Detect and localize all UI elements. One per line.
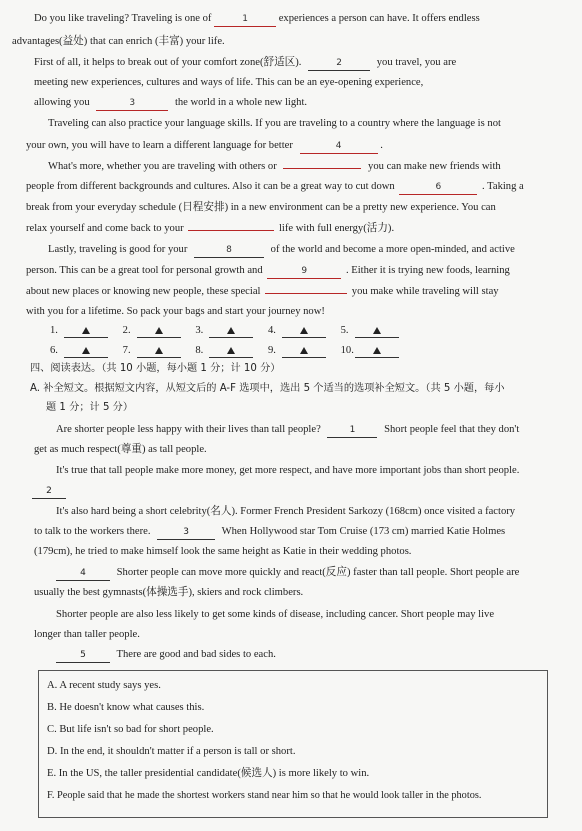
cloze-line xyxy=(26,180,524,195)
option-f[interactable]: F. People said that he made the shortest workers stand near him so that he would look taller in the photos. xyxy=(47,790,482,801)
text: to talk to the workers there. xyxy=(34,526,151,537)
triangle-icon xyxy=(82,347,90,354)
text: First of all, it helps to break out of your comfort zone(舒适区). xyxy=(34,57,302,68)
blank-8[interactable]: 8 xyxy=(194,243,264,258)
text: advantages(益处) that can enrich (丰富) your life. xyxy=(12,36,225,47)
part-a-instructions-cont: 题 1 分；计 5 分） xyxy=(46,402,134,413)
text: Traveling can also practice your language skills. If you are traveling to a country where the language is not xyxy=(48,118,501,129)
answer-slot[interactable] xyxy=(123,343,193,358)
text: It's also hard being a short celebrity(名人). Former French President Sarkozy (168cm) once visited a factory xyxy=(56,506,516,517)
passage-line xyxy=(34,525,505,540)
text: break from your everyday schedule (日程安排) in a new environment can be a pretty new experience. You can xyxy=(26,202,496,213)
text: of the world and become a more open-minded, and active xyxy=(270,244,515,255)
blank-10[interactable] xyxy=(265,293,347,294)
text: Lastly, traveling is good for your xyxy=(48,244,188,255)
triangle-icon xyxy=(227,347,235,354)
text: people from different backgrounds and cultures. Also it can be a great way to cut down xyxy=(26,181,395,192)
section-title: 四、阅读表达。（共 10 小题，每小题 1 分；计 10 分） xyxy=(30,363,281,374)
answer-number: 9. xyxy=(267,345,276,356)
cloze-line xyxy=(12,35,225,49)
passage-line xyxy=(34,586,303,600)
blank-3[interactable]: 3 xyxy=(96,96,168,111)
passage-line xyxy=(56,505,515,519)
text: What's more, whether you are traveling with others or xyxy=(48,161,277,172)
gap-4[interactable]: 4 xyxy=(56,566,110,581)
answer-row xyxy=(50,323,411,338)
blank-2[interactable]: 2 xyxy=(308,56,370,71)
answer-number: 1. xyxy=(50,325,58,336)
cloze-line xyxy=(26,305,325,319)
answer-number: 2. xyxy=(122,325,131,336)
answer-slot[interactable] xyxy=(50,323,120,338)
cloze-line xyxy=(26,264,510,279)
cloze-line xyxy=(34,76,423,90)
triangle-icon xyxy=(373,347,381,354)
text: you make while traveling will stay xyxy=(351,286,499,297)
blank-4[interactable]: 4 xyxy=(300,139,378,154)
option-c[interactable]: C. But life isn't so bad for short people. xyxy=(47,724,214,735)
text: . xyxy=(380,140,383,151)
passage-line xyxy=(34,545,411,559)
gap-3[interactable]: 3 xyxy=(157,525,215,540)
answer-slot[interactable] xyxy=(50,343,120,358)
option-a[interactable]: A. A recent study says yes. xyxy=(47,680,161,691)
answer-slot[interactable] xyxy=(268,323,338,338)
blank-5[interactable] xyxy=(283,168,361,169)
text: allowing you xyxy=(34,97,90,108)
gap-5[interactable]: 5 xyxy=(56,648,110,663)
option-d[interactable]: D. In the end, it shouldn't matter if a person is tall or short. xyxy=(47,746,296,757)
text: your own, you will have to learn a different language for better xyxy=(26,140,293,151)
text: person. This can be a great tool for personal growth and xyxy=(26,265,263,276)
text: get as much respect(尊重) as tall people. xyxy=(34,444,207,455)
text: meeting new experiences, cultures and ways of life. This can be an eye-opening experience, xyxy=(34,77,424,88)
triangle-icon xyxy=(82,327,90,334)
passage-line xyxy=(34,443,207,457)
blank-1[interactable]: 1 xyxy=(214,12,276,27)
text: life with full energy(活力). xyxy=(278,223,395,234)
text: It's true that tall people make more money, get more respect, and have more important jobs than short people. xyxy=(56,465,520,476)
passage-line xyxy=(32,484,66,499)
text: experiences a person can have. It offers endless xyxy=(278,13,480,24)
text: Short people feel that they don't xyxy=(384,424,520,435)
cloze-line xyxy=(48,160,501,174)
passage-line xyxy=(56,464,519,478)
passage-line xyxy=(56,648,276,663)
answer-number: 10. xyxy=(340,345,354,356)
text: with you for a lifetime. So pack your bags and start your journey now! xyxy=(26,306,325,317)
text: the world in a whole new light. xyxy=(174,97,308,108)
cloze-line xyxy=(34,96,307,111)
passage-line xyxy=(56,566,519,581)
option-e[interactable]: E. In the US, the taller presidential candidate(候选人) is more likely to win. xyxy=(47,768,370,779)
text: When Hollywood star Tom Cruise (173 cm) married Katie Holmes xyxy=(221,526,506,537)
answer-row xyxy=(50,343,411,358)
option-b[interactable]: B. He doesn't know what causes this. xyxy=(47,702,205,713)
answer-number: 7. xyxy=(122,345,131,356)
text: longer than taller people. xyxy=(34,629,140,640)
text: There are good and bad sides to each. xyxy=(116,649,276,660)
answer-slot[interactable] xyxy=(268,343,338,358)
text: Are shorter people less happy with their lives than tall people? xyxy=(56,424,321,435)
text: . Either it is trying new foods, learning xyxy=(345,265,510,276)
blank-9[interactable]: 9 xyxy=(267,264,341,279)
triangle-icon xyxy=(300,347,308,354)
answer-number: 8. xyxy=(195,345,204,356)
blank-6[interactable]: 6 xyxy=(399,180,477,195)
passage-line xyxy=(56,423,519,438)
text: relax yourself and come back to your xyxy=(26,223,184,234)
text: . Taking a xyxy=(482,181,524,192)
text: usually the best gymnasts(体操选手), skiers and rock climbers. xyxy=(34,587,304,598)
text: you can make new friends with xyxy=(368,161,501,172)
gap-1[interactable]: 1 xyxy=(327,423,377,438)
cloze-line xyxy=(34,56,456,71)
answer-number: 4. xyxy=(267,325,276,336)
answer-slot[interactable] xyxy=(341,343,411,358)
answer-number: 5. xyxy=(340,325,349,336)
answer-slot[interactable] xyxy=(195,323,265,338)
options-box xyxy=(38,670,548,818)
triangle-icon xyxy=(155,347,163,354)
triangle-icon xyxy=(227,327,235,334)
text: you travel, you are xyxy=(376,57,457,68)
cloze-line xyxy=(48,117,501,131)
cloze-line xyxy=(26,222,394,236)
answer-number: 3. xyxy=(195,325,204,336)
passage-line xyxy=(34,628,140,642)
cloze-line xyxy=(48,243,515,258)
cloze-line xyxy=(26,285,499,299)
triangle-icon xyxy=(373,327,381,334)
cloze-line xyxy=(26,139,383,154)
triangle-icon xyxy=(300,327,308,334)
answer-number: 6. xyxy=(50,345,58,356)
blank-7[interactable] xyxy=(188,230,274,231)
text: Shorter people can move more quickly and react(反应) faster than tall people. Short people are xyxy=(116,567,520,578)
part-a-instructions: A. 补全短文。根据短文内容，从短文后的 A-F 选项中，选出 5 个适当的选项补全短文。（共 5 小题，每小 xyxy=(30,383,505,394)
text: Shorter people are also less likely to get some kinds of disease, including cancer. Short people may live xyxy=(56,609,495,620)
triangle-icon xyxy=(155,327,163,334)
answer-slot[interactable] xyxy=(123,323,193,338)
gap-2[interactable]: 2 xyxy=(32,484,66,499)
passage-line xyxy=(56,608,494,622)
answer-slot[interactable] xyxy=(341,323,411,338)
cloze-line xyxy=(34,12,480,27)
text: Do you like traveling? Traveling is one of xyxy=(34,13,212,24)
cloze-line xyxy=(26,201,496,215)
text: (179cm), he tried to make himself look the same height as Katie in their wedding photos. xyxy=(34,546,412,557)
answer-slot[interactable] xyxy=(195,343,265,358)
text: about new places or knowing new people, these special xyxy=(26,286,261,297)
